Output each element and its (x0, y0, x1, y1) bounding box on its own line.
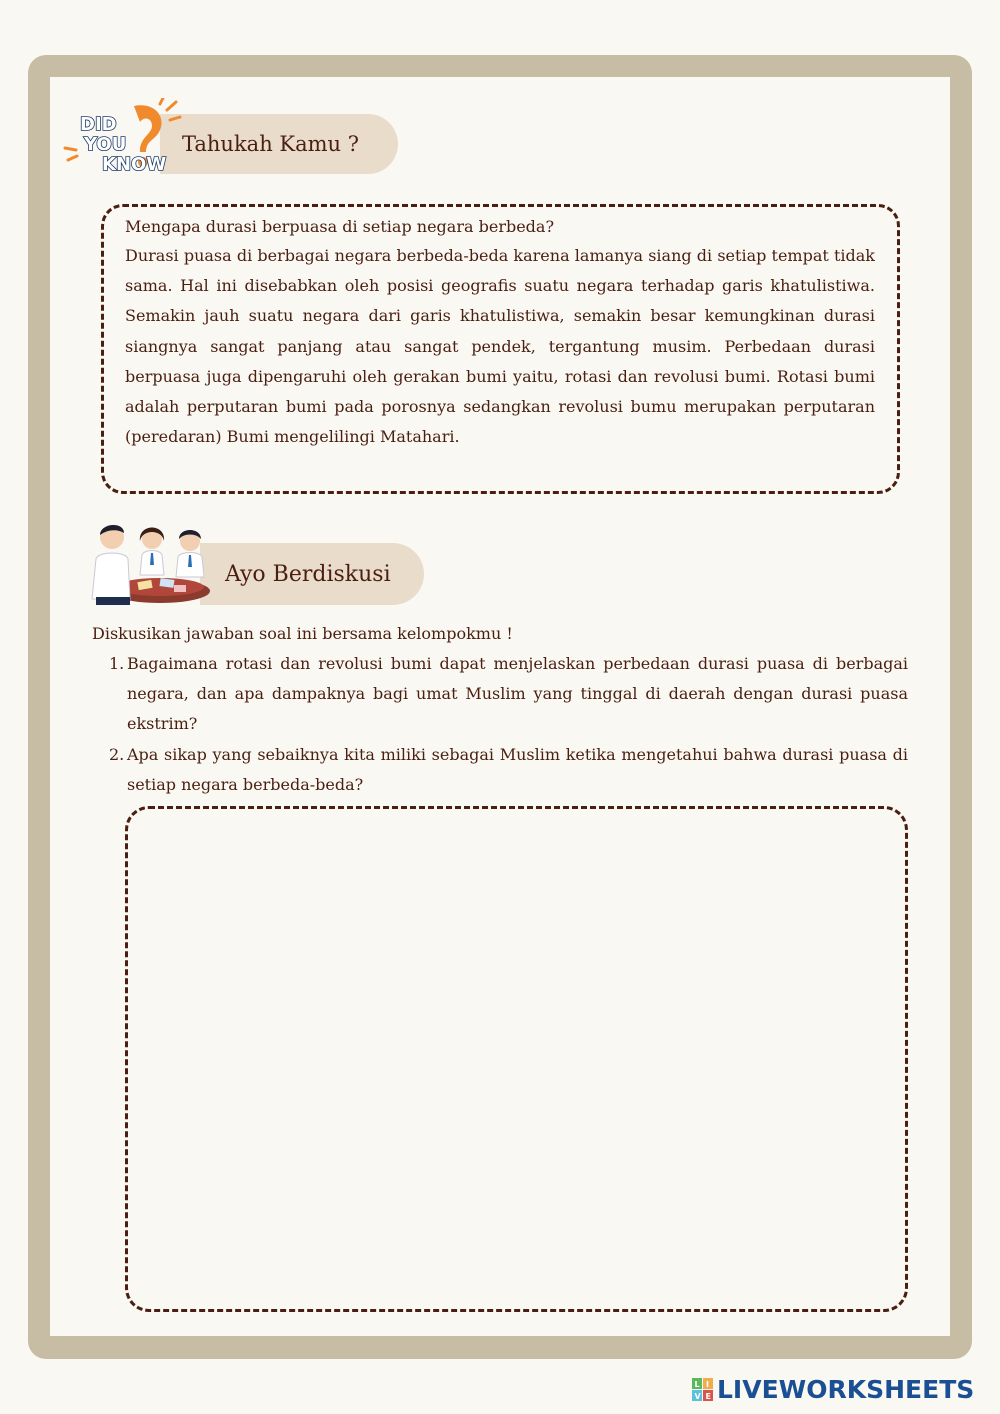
section-title-ayo-berdiskusi: Ayo Berdiskusi (225, 561, 391, 587)
logo-word-did: DID (80, 114, 117, 135)
ayo-berdiskusi-header (200, 543, 424, 605)
question-number: 1. (109, 654, 125, 673)
logo-word-know: KNOW (102, 154, 167, 175)
tahukah-kamu-header (160, 114, 398, 174)
question-text: Apa sikap yang sebaiknya kita miliki sebagai Muslim ketika mengetahui bahwa durasi puasa di setiap negara berbeda-beda? (127, 744, 908, 794)
discussion-instruction: Diskusikan jawaban soal ini bersama kelompokmu ! (92, 624, 513, 643)
question-list (105, 649, 908, 800)
liveworksheets-wordmark: LIVEWORKSHEETS (717, 1375, 975, 1404)
question-item (105, 740, 908, 800)
question-number: 2. (109, 744, 125, 764)
liveworksheets-block-icon (692, 1378, 714, 1402)
block-letter: V (694, 1391, 701, 1401)
logo-word-you: YOU (84, 134, 127, 155)
answer-text-area[interactable] (125, 806, 908, 1312)
liveworksheets-logo (692, 1375, 974, 1404)
info-paragraph: Durasi puasa di berbagai negara berbeda-beda karena lamanya siang di setiap tempat tidak sama. Hal ini disebabkan oleh posisi geografis suatu negara terhadap garis khatulistiwa. Semakin jauh suatu negara dari garis khatulistiwa, semakin besar kemungkinan durasi siangnya sangat panjang atau sangat pendek, tergantung musim. Perbedaan durasi berpuasa juga dipengaruhi oleh gerakan bumi yaitu, rotasi dan revolusi bumi. Rotasi bumi adalah perputaran bumi pada porosnya sedangkan revolusi bumu merupakan perputaran (peredaran) Bumi mengelilingi Matahari. (125, 246, 875, 447)
info-question: Mengapa durasi berpuasa di setiap negara berbeda? (125, 217, 555, 236)
question-item (105, 649, 908, 740)
students-discussing-illustration (82, 515, 214, 607)
section-title-tahukah-kamu: Tahukah Kamu ? (182, 132, 359, 156)
block-letter: E (705, 1391, 711, 1401)
block-letter: L (694, 1379, 700, 1389)
question-text: Bagaimana rotasi dan revolusi bumi dapat menjelaskan perbedaan durasi puasa di berbagai negara, dan apa dampaknya bagi umat Muslim yang tinggal di daerah dengan durasi puasa ekstrim? (127, 654, 908, 734)
did-you-know-logo (62, 98, 182, 180)
block-letter: I (706, 1379, 709, 1389)
